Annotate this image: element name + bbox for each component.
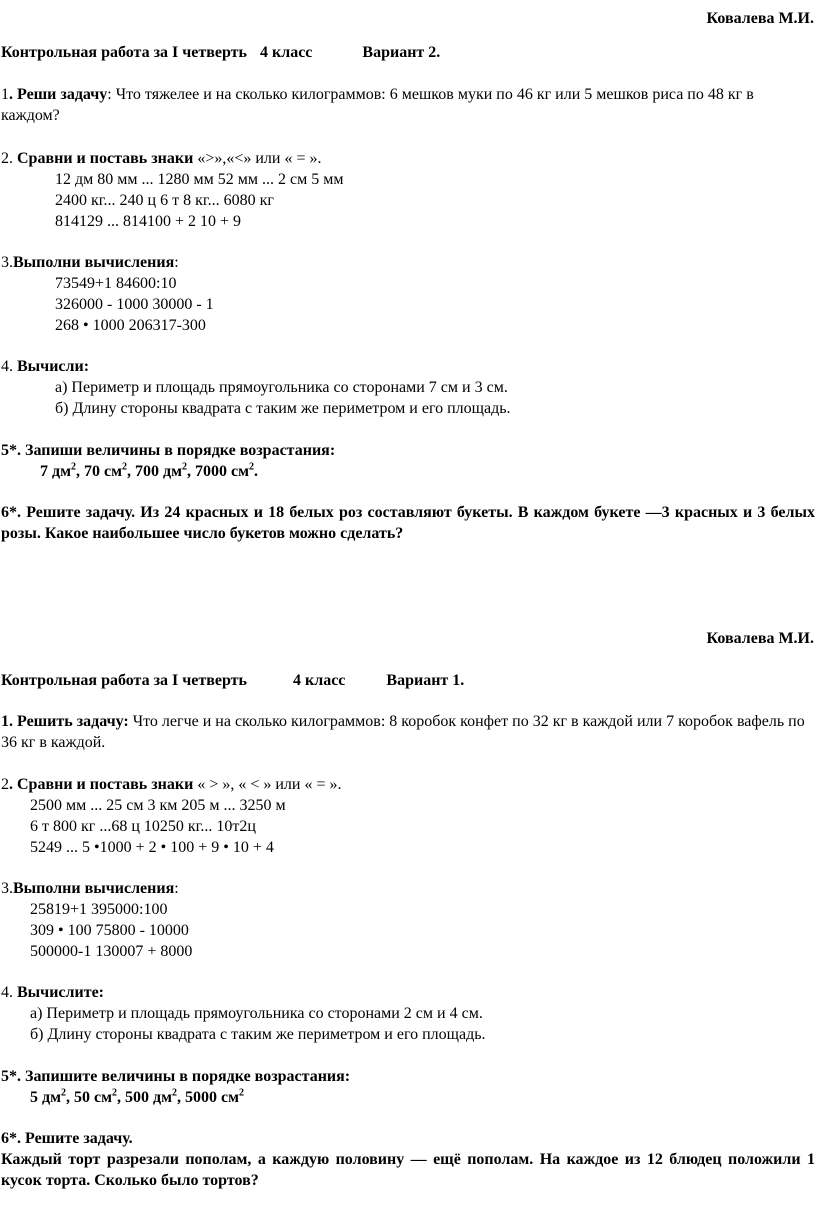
value-item: , 70 см [76,463,122,480]
calc-line: 25819+1 395000:100 [30,901,168,918]
variant-label: Вариант 2. [362,44,441,61]
task-text: «>»,«<» или « = ». [193,150,322,167]
task-number: 2 [1,776,9,793]
task-3 [1,878,179,899]
square-mark: 2 [172,1087,177,1099]
task-number: 3. [1,880,13,897]
task-5-values [40,461,258,482]
title-text: Контрольная работа за I четверть [1,672,247,689]
worksheet-title [1,670,464,691]
task-6: Каждый торт разрезали пополам, а каждую половину — ещё пополам. На каждое из 12 блюдец положили 1 кусок торта. Сколько было тортов? [1,1151,815,1189]
task-1 [1,711,815,753]
value-end: . [254,463,258,480]
grade-text: 4 класс [260,44,313,61]
subtask-line: б) Длину стороны квадрата с таким же периметром и его площадь. [55,400,511,417]
calc-line: 326000 - 1000 30000 - 1 [55,296,214,313]
value-item: , 5000 см [177,1089,239,1106]
task-number: 1 [1,86,9,103]
compare-line: 2500 мм ... 25 см 3 км 205 м ... 3250 м [30,797,286,814]
task-heading: Вычислите: [17,984,104,1001]
worksheet-title [1,42,440,63]
task-number: 2. [1,150,17,167]
task-6: 6*. Решите задачу. Из 24 красных и 18 белых роз составляют букеты. В каждом букете —3 красных и 3 белых розы. Какое наибольшее число букетов можно сделать? [1,504,815,542]
task-heading: Выполни вычисления [13,254,175,271]
task-colon: : [174,254,179,271]
value-item: , 700 дм [127,463,182,480]
task-4 [1,982,104,1003]
compare-line: 12 дм 80 мм ... 1280 мм 52 мм ... 2 см 5 мм [55,171,344,188]
task-number: 3. [1,254,13,271]
square-mark: 2 [239,1087,244,1099]
task-2 [1,148,322,169]
task-heading: . Реши задачу [9,86,108,103]
task-colon: : [174,880,179,897]
task-5-heading: 5*. Запиши величины в порядке возрастания: [1,442,336,459]
value-item: 5 дм [30,1089,61,1106]
calc-line: 268 • 1000 206317-300 [55,317,206,334]
square-mark: 2 [122,461,127,473]
calc-line: 500000-1 130007 + 8000 [30,943,193,960]
task-text: Что легче и на сколько килограммов: 8 коробок конфет по 32 кг в каждой или 7 коробок вафель по 36 кг в каждой. [1,713,805,751]
square-mark: 2 [249,461,254,473]
subtask-line: б) Длину стороны квадрата с таким же периметром и его площадь. [30,1026,486,1043]
calc-line: 309 • 100 75800 - 10000 [30,922,189,939]
subtask-line: а) Периметр и площадь прямоугольника со сторонами 2 см и 4 см. [30,1005,483,1022]
task-6-heading: 6*. Решите задачу. [1,1130,133,1147]
compare-line: 2400 кг... 240 ц 6 т 8 кг... 6080 кг [55,192,274,209]
task-5-values [30,1087,244,1108]
task-2 [1,774,342,795]
value-item: , 500 дм [117,1089,172,1106]
task-number: 4. [1,358,17,375]
task-text: : Что тяжелее и на сколько килограммов: 6 мешков муки по 46 кг или 5 мешков риса по 48 кг в каждом? [1,86,754,124]
square-mark: 2 [182,461,187,473]
title-text: Контрольная работа за I четверть [1,44,247,61]
value-item: , 50 см [66,1089,112,1106]
subtask-line: а) Периметр и площадь прямоугольника со сторонами 7 см и 3 см. [55,379,508,396]
author-name: Ковалева М.И. [706,10,814,27]
author-name: Ковалева М.И. [706,630,814,647]
task-heading: Сравни и поставь знаки [17,150,194,167]
variant-label: Вариант 1. [386,672,465,689]
compare-line: 5249 ... 5 •1000 + 2 • 100 + 9 • 10 + 4 [30,839,274,856]
square-mark: 2 [71,461,76,473]
task-3 [1,252,179,273]
task-5-heading: 5*. Запишите величины в порядке возрастания: [1,1068,351,1085]
task-heading: . Сравни и поставь знаки [9,776,194,793]
compare-line: 814129 ... 814100 + 2 10 + 9 [55,213,242,230]
value-item: 7 дм [40,463,71,480]
task-heading: Вычисли: [17,358,90,375]
square-mark: 2 [61,1087,66,1099]
task-heading: Выполни вычисления [13,880,175,897]
grade-text: 4 класс [293,672,346,689]
task-number: 4. [1,984,17,1001]
task-1 [1,84,815,126]
square-mark: 2 [112,1087,117,1099]
value-item: , 7000 см [187,463,249,480]
task-heading: 1. Решить задачу: [1,713,129,730]
compare-line: 6 т 800 кг ...68 ц 10250 кг... 10т2ц [30,818,256,835]
calc-line: 73549+1 84600:10 [55,275,177,292]
task-text: « > », « < » или « = ». [193,776,342,793]
task-4 [1,356,89,377]
